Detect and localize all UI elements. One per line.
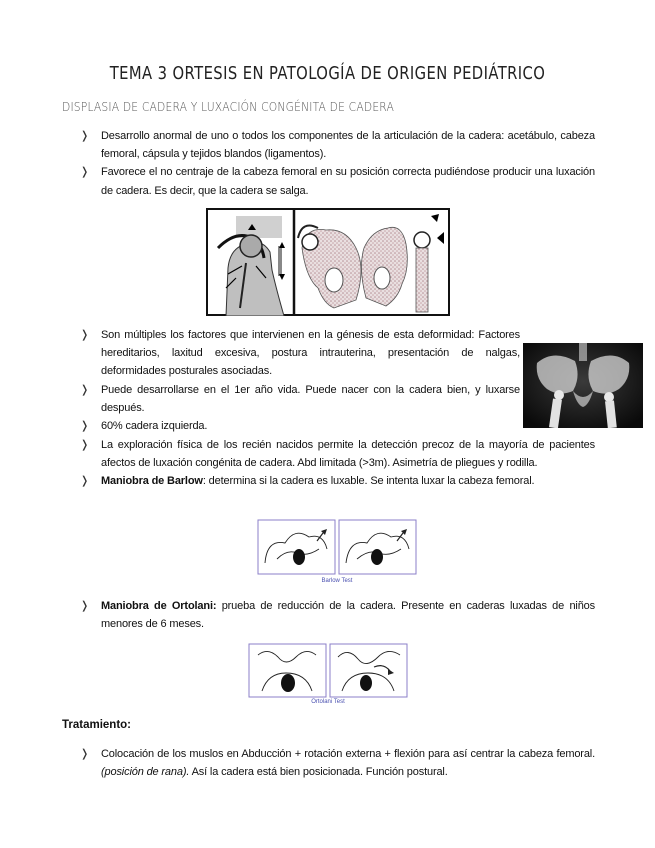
list-item: ❭ Maniobra de Ortolani: prueba de reducción de la cadera. Presente en caderas luxadas de niños menores de 6 meses.: [80, 597, 595, 633]
bullet-arrow-icon: ❭: [80, 420, 90, 433]
ortolani-caption: Ortolani Test: [311, 699, 345, 705]
list-item: ❭ Puede desarrollarse en el 1er año vida. Puede nacer con la cadera bien, y luxarse después.: [80, 381, 520, 417]
bullet-list-causes: [80, 326, 520, 435]
ortolani-maneuver-label: Maniobra de Ortolani:: [101, 600, 217, 612]
bullet-arrow-icon: ❭: [80, 166, 90, 179]
bullet-arrow-icon: ❭: [80, 600, 90, 612]
bullet-arrow-icon: ❭: [80, 329, 90, 341]
list-item: ❭ Colocación de los muslos en Abducción + rotación externa + flexión para así centrar la cabeza femoral. (posición de rana). Así la cadera está bien posicionada. Función postural.: [80, 745, 595, 781]
list-item: ❭ Maniobra de Barlow: determina si la cadera es luxable. Se intenta luxar la cabeza femoral.: [80, 472, 595, 490]
frog-position-note: (posición de rana).: [101, 766, 190, 779]
list-item: ❭ Favorece el no centraje de la cabeza femoral en su posición correcta pudiéndose producir una luxación de cadera. Es decir, que la cadera se salga.: [80, 163, 595, 199]
bullet-arrow-icon: ❭: [80, 748, 90, 760]
list-item: ❭ La exploración física de los recién nacidos permite la detección precoz de la mayoría de pacientes afectos de luxación congénita de cadera. Abd limitada (>3m). Asimetría de pliegues y rodilla.: [80, 436, 595, 472]
list-item: ❭ Desarrollo anormal de uno o todos los componentes de la articulación de la cadera: acetábulo, cabeza femoral, cápsula y tejidos blandos (ligamentos).: [80, 127, 595, 163]
section-subtitle: DISPLASIA DE CADERA Y LUXACIÓN CONGÉNITA DE CADERA: [62, 99, 395, 114]
bullet-arrow-icon: ❭: [80, 383, 90, 396]
bullet-arrow-icon: ❭: [80, 439, 90, 451]
bullet-list-treatment: [80, 745, 595, 781]
barlow-maneuver-label: Maniobra de Barlow: [101, 475, 203, 488]
bullet-arrow-icon: ❭: [80, 130, 90, 142]
bullet-list-definition: [80, 127, 595, 200]
bullet-list-exploration: [80, 436, 595, 491]
barlow-test-figure: [257, 519, 417, 585]
hip-dysplasia-illustration: [206, 208, 450, 316]
document-title: TEMA 3 ORTESIS EN PATOLOGÍA DE ORIGEN PEDIÁTRICO: [109, 63, 546, 84]
bullet-arrow-icon: ❭: [80, 475, 90, 488]
bullet-list-ortolani: [80, 597, 595, 633]
barlow-caption: Barlow Test: [321, 578, 353, 584]
list-item: ❭ Son múltiples los factores que intervienen en la génesis de esta deformidad: Factores hereditarios, laxitud excesiva, postura intrauterina, presentación de nalgas, deformidades posturales asociadas.: [80, 326, 520, 381]
list-item: ❭ 60% cadera izquierda.: [80, 417, 520, 435]
treatment-heading: Tratamiento:: [62, 719, 132, 731]
ortolani-test-figure: [248, 643, 408, 705]
pelvis-xray-image: [523, 343, 643, 428]
